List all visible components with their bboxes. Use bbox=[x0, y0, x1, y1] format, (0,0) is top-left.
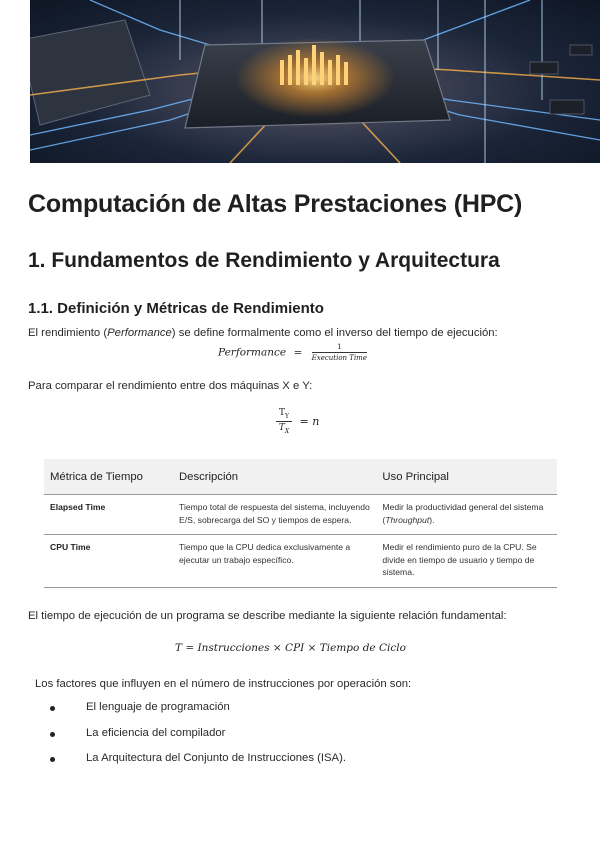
description-cell: Tiempo que la CPU dedica exclusivamente a ejecutar un trabajo específico. bbox=[173, 535, 376, 588]
metric-cell: Elapsed Time bbox=[44, 495, 173, 535]
table-header-cell: Métrica de Tiempo bbox=[44, 459, 173, 495]
compare-paragraph: Para comparar el rendimiento entre dos máquinas X e Y: bbox=[28, 380, 313, 392]
execution-paragraph: El tiempo de ejecución de un programa se describe mediante la siguiente relación fundamental: bbox=[28, 610, 507, 622]
bullet-icon bbox=[50, 706, 55, 711]
time-metrics-table bbox=[44, 459, 557, 588]
table-header-cell: Uso Principal bbox=[376, 459, 557, 495]
performance-formula: Performance = $\frac{1}{\text{Execution Time}}$ bbox=[218, 343, 367, 362]
metric-cell: CPU Time bbox=[44, 535, 173, 588]
usage-cell: Medir el rendimiento puro de la CPU. Se divide en tiempo de usuario y tiempo de sistema. bbox=[376, 535, 557, 588]
usage-cell: Medir la productividad general del sistema (Throughput). bbox=[376, 495, 557, 535]
subsection-heading: 1.1. Definición y Métricas de Rendimiento bbox=[28, 300, 324, 317]
cpu-circuit-image bbox=[30, 0, 600, 163]
performance-term: Performance bbox=[107, 327, 172, 339]
table-header-row bbox=[44, 459, 557, 495]
page-title: Computación de Altas Prestaciones (HPC) bbox=[28, 190, 523, 218]
intro-paragraph: El rendimiento (Performance) se define formalmente como el inverso del tiempo de ejecución: bbox=[28, 327, 498, 339]
description-cell: Tiempo total de respuesta del sistema, incluyendo E/S, sobrecarga del SO y tiempos de espera. bbox=[173, 495, 376, 535]
execution-time-formula: T = Instrucciones × CPI × Tiempo de Ciclo bbox=[175, 642, 406, 654]
factors-intro: Los factores que influyen en el número de instrucciones por operación son: bbox=[35, 678, 412, 690]
table-row bbox=[44, 495, 557, 535]
bullet-icon bbox=[50, 732, 55, 737]
ratio-formula: $\frac{T_Y}{T_X}$ = n bbox=[270, 408, 319, 435]
section-heading: 1. Fundamentos de Rendimiento y Arquitectura bbox=[28, 249, 500, 272]
table-row bbox=[44, 535, 557, 588]
bullet-icon bbox=[50, 757, 55, 762]
table-header-cell: Descripción bbox=[173, 459, 376, 495]
